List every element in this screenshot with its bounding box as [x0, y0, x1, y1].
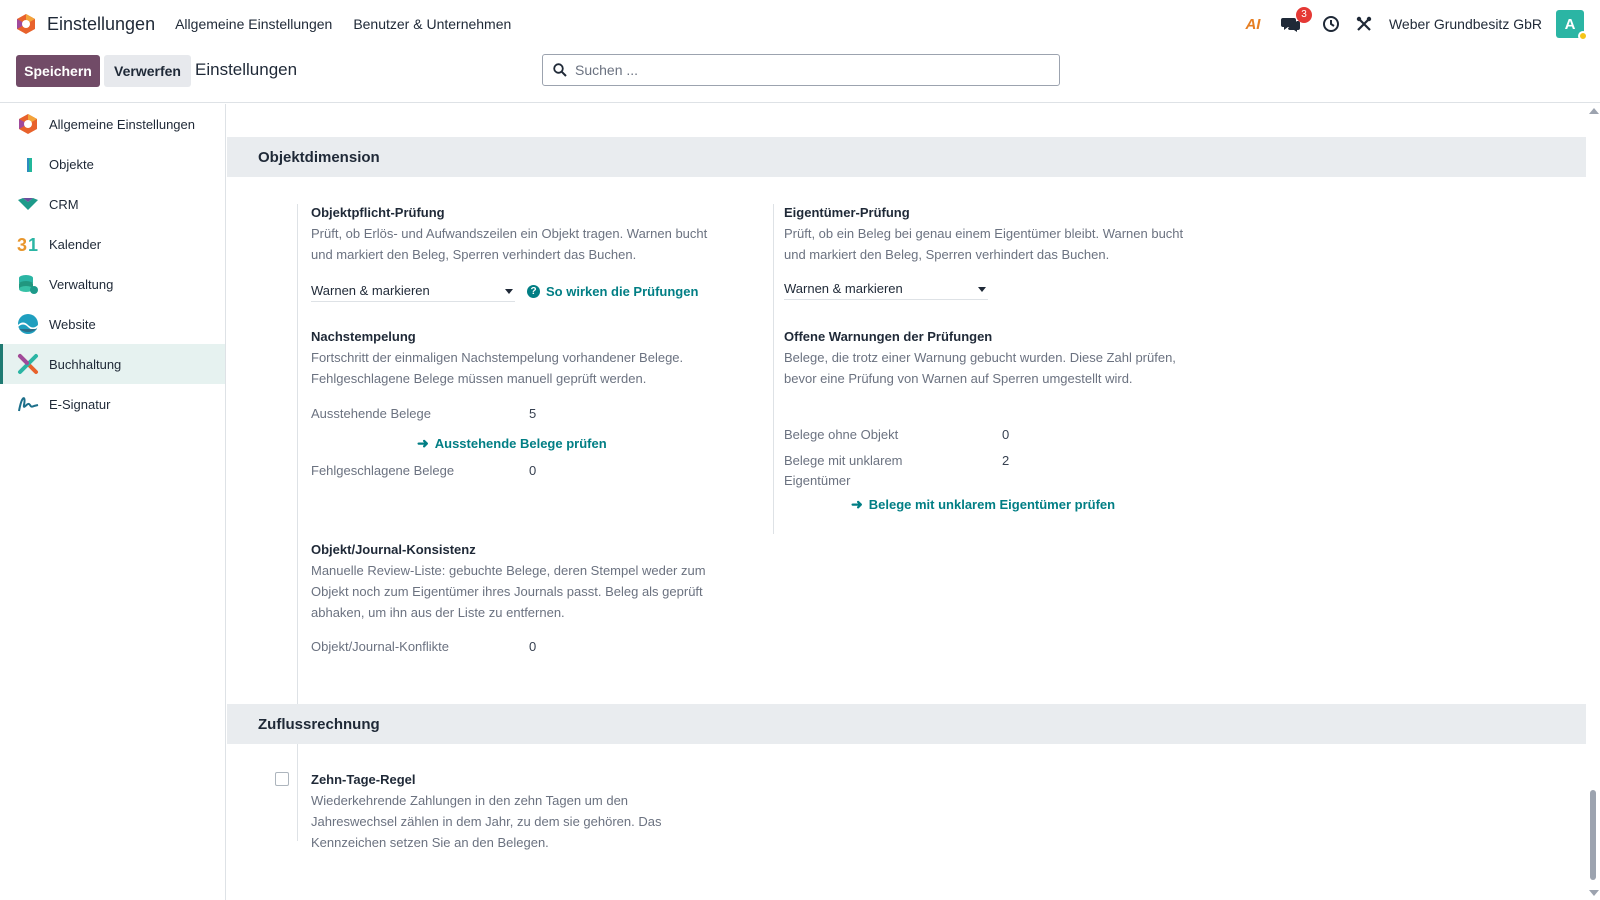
crm-icon [16, 192, 40, 216]
sidebar-item-label: Buchhaltung [49, 356, 122, 372]
chevron-down-icon [978, 287, 986, 292]
objektpflicht-select[interactable] [311, 280, 515, 302]
select-value: Warnen & markieren [311, 283, 430, 298]
setting-description: Prüft, ob Erlös- und Aufwandszeilen ein Objekt tragen. Warnen bucht und markiert den Beleg, Sperren verhindert das Buchen. [311, 226, 708, 262]
section-title: Objektdimension [258, 148, 380, 166]
sidebar-item-calendar[interactable] [0, 224, 225, 264]
failed-value: 0 [529, 463, 537, 478]
pending-review-link[interactable] [417, 435, 607, 452]
app-logo-icon[interactable] [15, 13, 37, 35]
setting-title: Zehn-Tage-Regel [311, 772, 416, 787]
discard-button[interactable]: Verwerfen [104, 55, 191, 87]
company-switcher[interactable]: Weber Grundbesitz GbR [1388, 16, 1542, 32]
help-link-pruefungen[interactable] [527, 284, 698, 299]
ai-label: AI [1245, 15, 1261, 33]
breadcrumb: Einstellungen [195, 60, 298, 79]
arrow-right-icon: ➜ [417, 435, 429, 451]
pending-value: 5 [529, 406, 537, 421]
setting-title: Nachstempelung [311, 329, 416, 344]
scroll-thumb[interactable] [1590, 790, 1596, 880]
section-header-objektdimension [227, 137, 1586, 177]
status-dot [1578, 31, 1588, 41]
setting-description: Wiederkehrende Zahlungen in den zehn Tagen um den Jahreswechsel zählen in dem Jahr, zu dem sie gehören. Das Kennzeichen setzen Sie an den Belegen. [311, 793, 662, 850]
failed-label: Fehlgeschlagene Belege [311, 463, 455, 478]
divider [773, 204, 774, 534]
setting-title: Eigentümer-Prüfung [784, 205, 910, 220]
management-icon [16, 272, 40, 296]
section-title: Zuflussrechnung [258, 715, 380, 733]
setting-title: Offene Warnungen der Prüfungen [784, 329, 993, 344]
section-header-zuflussrechnung [227, 704, 1586, 744]
select-value: Warnen & markieren [784, 281, 903, 296]
setting-open-warnings [784, 327, 1184, 389]
activity-clock-icon[interactable] [1320, 13, 1342, 35]
unclear-owner-review-link[interactable] [851, 496, 1115, 513]
setting-objektpflicht [311, 203, 731, 265]
settings-sidebar [0, 104, 226, 900]
sidebar-item-verwaltung[interactable] [0, 264, 225, 304]
eigentuemer-select[interactable] [784, 278, 988, 300]
sidebar-item-label: CRM [49, 196, 79, 212]
website-icon [16, 312, 40, 336]
signature-icon [16, 392, 40, 416]
sidebar-item-esignature[interactable] [0, 384, 225, 424]
chat-badge: 3 [1296, 7, 1312, 23]
setting-eigentuemer [784, 203, 1184, 265]
setting-title: Objekt/Journal-Konsistenz [311, 542, 476, 557]
sidebar-item-label: Website [49, 316, 96, 332]
link-label: Ausstehende Belege prüfen [434, 436, 607, 451]
search-input[interactable] [575, 62, 1045, 78]
sidebar-item-objekte[interactable] [0, 144, 225, 184]
control-panel [0, 48, 1600, 103]
divider [297, 761, 298, 841]
tools-icon[interactable] [1353, 13, 1375, 35]
sidebar-item-accounting[interactable] [0, 344, 225, 384]
chat-icon[interactable] [1280, 9, 1307, 35]
chevron-down-icon [505, 289, 513, 294]
scrollbar[interactable] [1586, 104, 1600, 900]
accounting-icon [16, 352, 40, 376]
save-button[interactable]: Speichern [16, 55, 100, 87]
setting-nachstempelung [311, 327, 731, 389]
divider [297, 204, 298, 775]
calendar-icon [16, 232, 40, 256]
sidebar-item-label: E-Signatur [49, 396, 111, 412]
app-title[interactable]: Einstellungen [47, 13, 156, 34]
setting-title: Objektpflicht-Prüfung [311, 205, 445, 220]
user-avatar[interactable] [1556, 10, 1584, 38]
sidebar-item-label: Objekte [49, 156, 94, 172]
property-icon [16, 152, 40, 176]
link-label: So wirken die Prüfungen [546, 284, 699, 299]
conflicts-label: Objekt/Journal-Konflikte [311, 639, 450, 654]
no-object-label: Belege ohne Objekt [784, 427, 899, 442]
settings-app-icon [16, 112, 40, 136]
svg-text:1: 1 [28, 235, 39, 255]
setting-description: Manuelle Review-Liste: gebuchte Belege, deren Stempel weder zum Objekt noch zum Eigentümer ihres Journals passt. Beleg als geprüft abhaken, um ihn aus der Liste zu entfernen. [311, 563, 706, 620]
search-icon [553, 63, 567, 77]
no-object-value: 0 [1002, 427, 1010, 442]
arrow-right-icon: ➜ [851, 496, 863, 512]
menu-users-companies[interactable]: Benutzer & Unternehmen [353, 16, 512, 32]
conflicts-value: 0 [529, 639, 537, 654]
sidebar-item-label: Kalender [49, 236, 102, 252]
sidebar-item-crm[interactable] [0, 184, 225, 224]
sidebar-item-general[interactable] [0, 104, 225, 144]
settings-content [227, 104, 1586, 900]
unclear-owner-label: Belege mit unklarem Eigentümer [784, 453, 903, 488]
question-circle-icon: ? [527, 285, 540, 298]
setting-description: Belege, die trotz einer Warnung gebucht wurden. Diese Zahl prüfen, bevor eine Prüfung von Warnen auf Sperren umgestellt wird. [784, 350, 1176, 386]
search-bar[interactable] [542, 54, 1060, 86]
pending-label: Ausstehende Belege [311, 406, 431, 421]
ai-icon[interactable] [1242, 13, 1264, 35]
menu-general-settings[interactable]: Allgemeine Einstellungen [175, 16, 333, 32]
systray [1231, 0, 1584, 48]
svg-text:3: 3 [17, 235, 28, 255]
setting-zehn-tage-regel [311, 770, 691, 853]
sidebar-item-label: Allgemeine Einstellungen [49, 116, 195, 132]
top-navbar [0, 0, 1600, 48]
zehn-tage-checkbox[interactable] [275, 772, 289, 786]
avatar-letter: A [1564, 15, 1576, 33]
setting-description: Prüft, ob ein Beleg bei genau einem Eigentümer bleibt. Warnen bucht und markiert den Beleg, Sperren verhindert das Buchen. [784, 226, 1184, 262]
scroll-down-icon[interactable] [1589, 890, 1599, 896]
scroll-up-icon[interactable] [1589, 108, 1599, 114]
setting-description: Fortschritt der einmaligen Nachstempelung vorhandener Belege. Fehlgeschlagene Belege müssen manuell geprüft werden. [311, 350, 684, 386]
sidebar-item-website[interactable] [0, 304, 225, 344]
setting-konsistenz [311, 540, 721, 623]
unclear-owner-value: 2 [1002, 453, 1010, 468]
link-label: Belege mit unklarem Eigentümer prüfen [868, 497, 1116, 512]
sidebar-item-label: Verwaltung [49, 276, 114, 292]
